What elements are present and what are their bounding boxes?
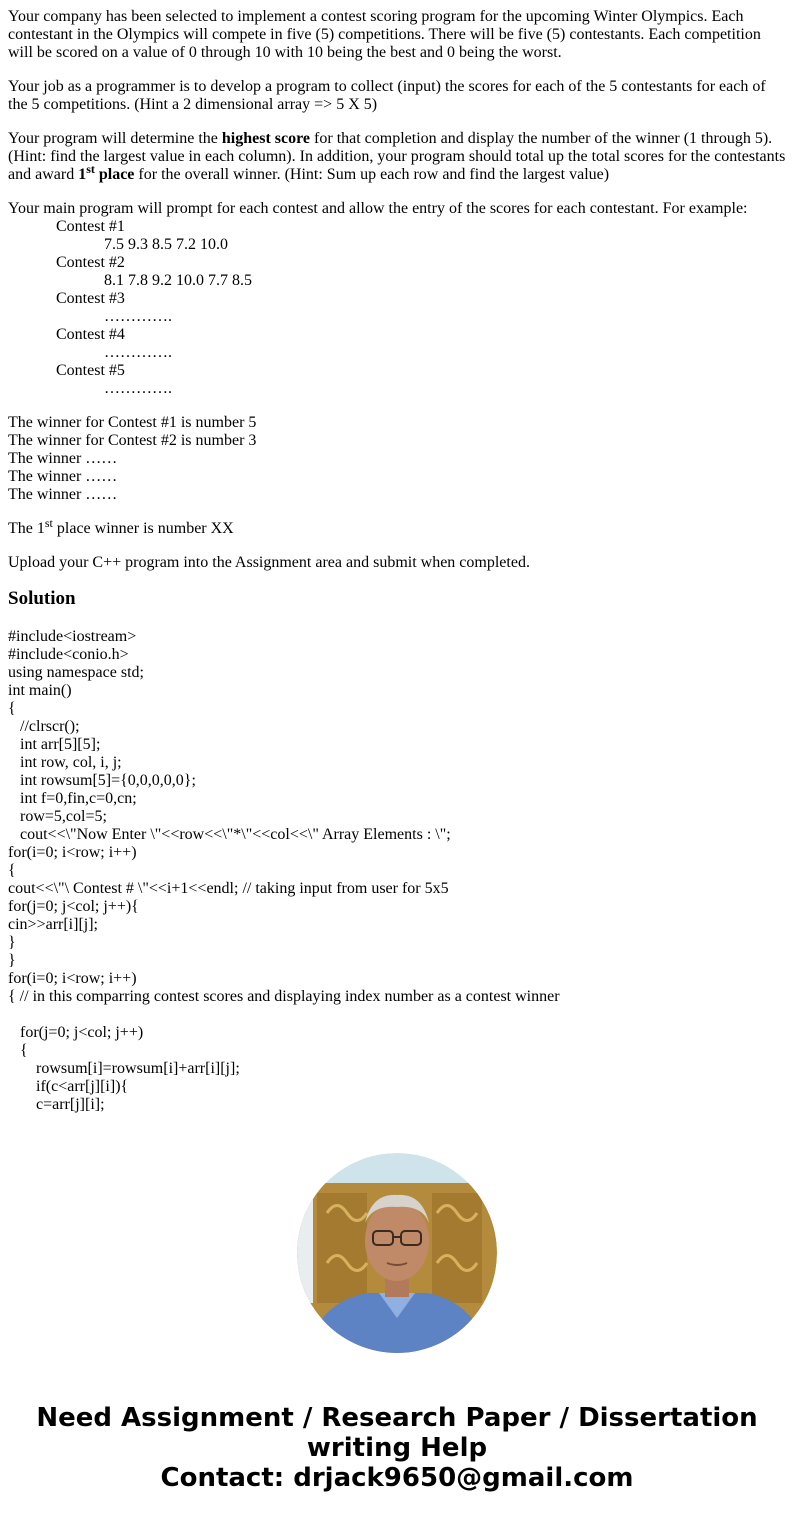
upload-instruction: Upload your C++ program into the Assignment area and submit when completed. xyxy=(8,554,530,571)
winner-line-4: The winner …… xyxy=(8,468,118,485)
intro-paragraph-2: Your job as a programmer is to develop a program to collect (input) the scores for each of the 5 contestants for each of the 5 competitions. (Hint a 2 dimensional array => 5 X 5) xyxy=(8,78,766,113)
p3-text-a: Your program will determine the xyxy=(8,130,222,147)
code-line: { xyxy=(8,700,16,717)
p3-text-c: for that completion and display the number of the winner (1 through 5). (Hint: find the largest value in each column). In addition, your program should total up the total scores for the contestants and award xyxy=(8,130,786,183)
code-line: for(i=0; i<row; i++) xyxy=(8,970,137,987)
code-line: cin>>arr[i][j]; xyxy=(8,916,98,933)
code-line: rowsum[i]=rowsum[i]+arr[i][j]; xyxy=(8,1060,240,1077)
person-photo-icon xyxy=(297,1153,497,1353)
code-line: } xyxy=(8,952,16,969)
example-value-3: …………. xyxy=(104,308,172,325)
code-line: int f=0,fin,c=0,cn; xyxy=(8,790,137,807)
first-place-line: The 1st place winner is number XX xyxy=(8,516,234,537)
code-line: cout<<\"Now Enter \"<<row<<\"*\"<<col<<\" Array Elements : \"; xyxy=(8,826,451,843)
example-value-4: …………. xyxy=(104,344,172,361)
author-avatar xyxy=(297,1153,497,1353)
code-line: } xyxy=(8,934,16,951)
winner-line-5: The winner …… xyxy=(8,486,118,503)
code-line: { xyxy=(8,862,16,879)
document-body xyxy=(8,8,788,1114)
code-line: row=5,col=5; xyxy=(8,808,107,825)
code-line: for(i=0; i<row; i++) xyxy=(8,844,137,861)
solution-code xyxy=(8,628,788,1114)
intro-paragraph-1: Your company has been selected to implement a contest scoring program for the upcoming Winter Olympics. Each contestant in the Olympics will compete in five (5) competitions. There will be five (5) contestants. Each competition will be scored on a value of 0 through 10 with 10 being the best and 0 being the worst. xyxy=(8,8,761,61)
example-label-4: Contest #4 xyxy=(56,326,125,343)
footer-contact: Contact: drjack9650@gmail.com xyxy=(160,1463,634,1493)
code-line: cout<<\"\ Contest # \"<<i+1<<endl; // taking input from user for 5x5 xyxy=(8,880,449,897)
code-line: for(j=0; j<col; j++) xyxy=(8,1024,144,1041)
code-line: for(j=0; j<col; j++){ xyxy=(8,898,139,915)
solution-heading: Solution xyxy=(8,588,76,609)
intro-paragraph-3 xyxy=(8,130,788,184)
code-line: using namespace std; xyxy=(8,664,144,681)
example-value-5: …………. xyxy=(104,380,172,397)
example-label-2: Contest #2 xyxy=(56,254,125,271)
code-line: int rowsum[5]={0,0,0,0,0}; xyxy=(8,772,196,789)
example-lead: Your main program will prompt for each contest and allow the entry of the scores for each contestant. For example: xyxy=(8,200,748,217)
example-block xyxy=(8,200,788,398)
example-value-2: 8.1 7.8 9.2 10.0 7.7 8.5 xyxy=(104,272,252,289)
code-line: { // in this comparring contest scores and displaying index number as a contest winner xyxy=(8,988,560,1005)
p3-first-place: 1st place xyxy=(78,162,135,183)
example-label-1: Contest #1 xyxy=(56,218,125,235)
p3-highest-score: highest score xyxy=(221,130,311,147)
code-line: int row, col, i, j; xyxy=(8,754,122,771)
code-line: #include<iostream> xyxy=(8,628,137,645)
winner-lines xyxy=(8,414,788,504)
footer-line-1: Need Assignment / Research Paper / Dissertation xyxy=(36,1403,758,1433)
example-value-1: 7.5 9.3 8.5 7.2 10.0 xyxy=(104,236,228,253)
code-line: c=arr[j][i]; xyxy=(8,1096,105,1113)
code-line: int arr[5][5]; xyxy=(8,736,101,753)
code-line xyxy=(8,1006,788,1024)
code-line: if(c<arr[j][i]){ xyxy=(8,1078,129,1095)
winner-line-1: The winner for Contest #1 is number 5 xyxy=(8,414,257,431)
example-label-3: Contest #3 xyxy=(56,290,125,307)
code-line: //clrscr(); xyxy=(8,718,80,735)
code-line: { xyxy=(8,1042,28,1059)
code-line: #include<conio.h> xyxy=(8,646,129,663)
winner-line-2: The winner for Contest #2 is number 3 xyxy=(8,432,257,449)
promo-footer xyxy=(0,1403,794,1493)
winner-line-3: The winner …… xyxy=(8,450,118,467)
example-label-5: Contest #5 xyxy=(56,362,125,379)
code-line: int main() xyxy=(8,682,72,699)
footer-line-2: writing Help xyxy=(306,1433,488,1463)
p3-text-f: for the overall winner. (Hint: Sum up each row and find the largest value) xyxy=(134,166,610,183)
